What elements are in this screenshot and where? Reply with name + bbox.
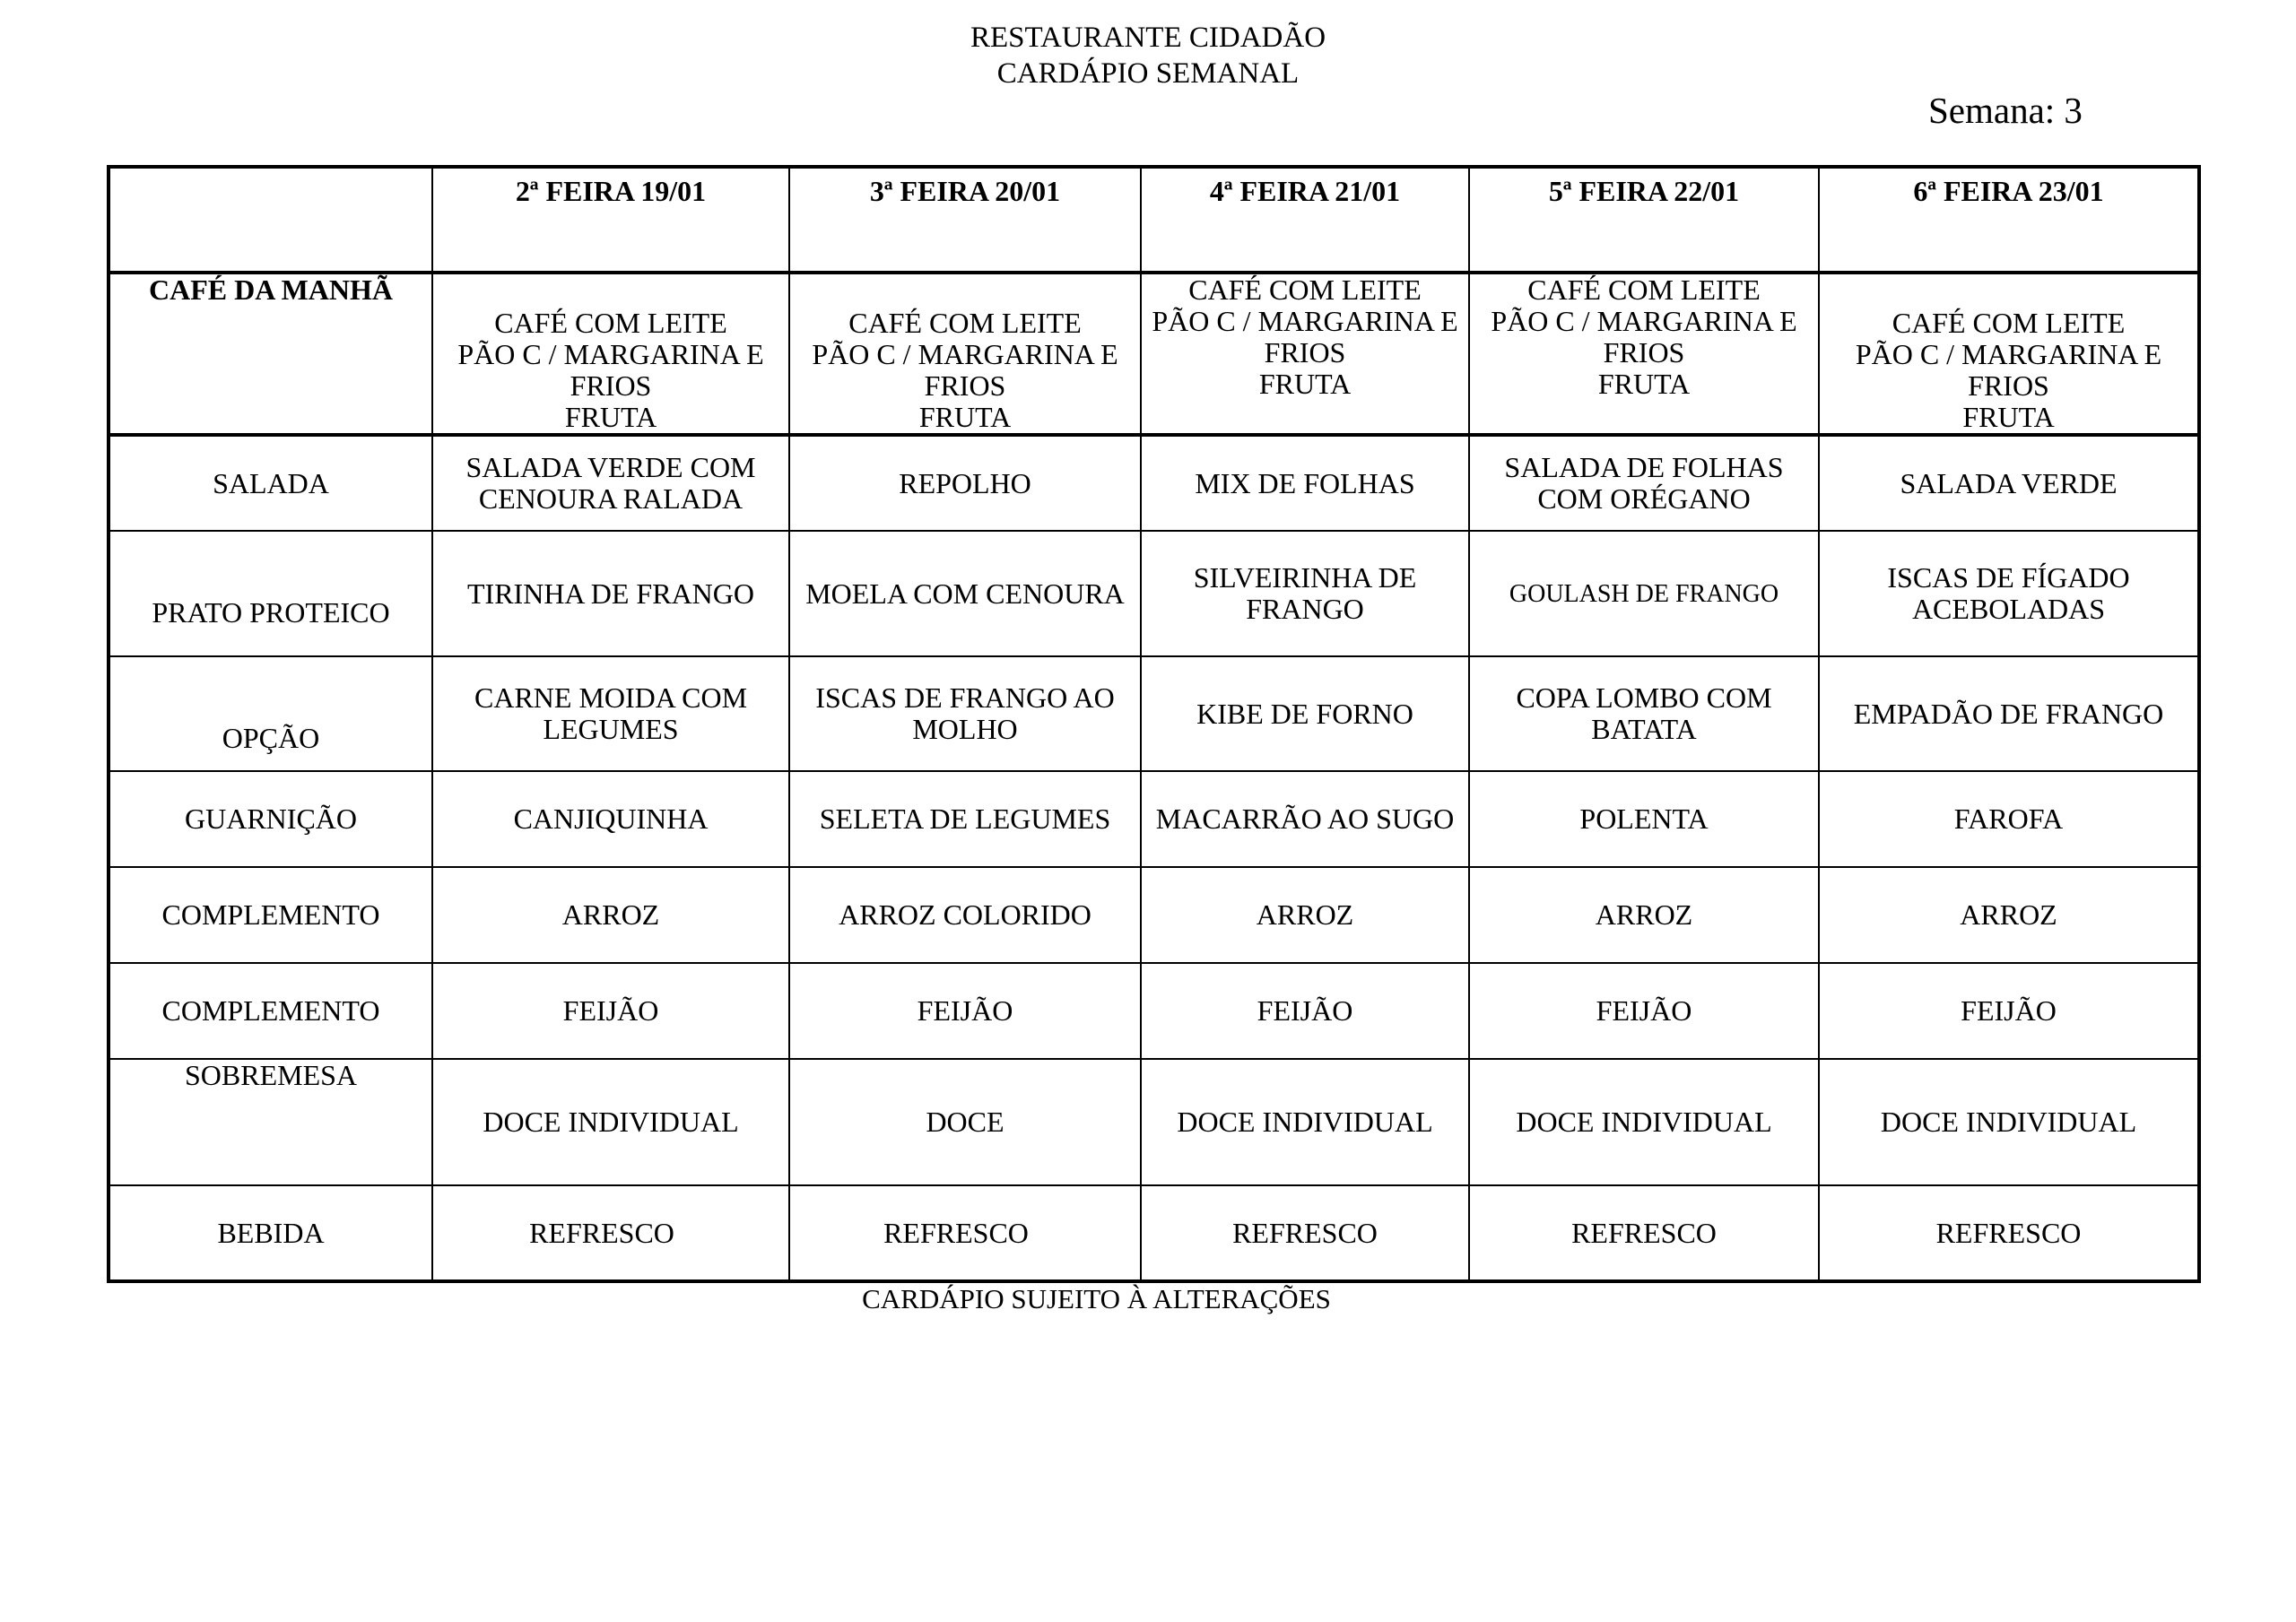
row-label: PRATO PROTEICO xyxy=(109,531,432,656)
menu-cell: REFRESCO xyxy=(789,1185,1141,1281)
menu-cell: REFRESCO xyxy=(432,1185,789,1281)
menu-cell: CARNE MOIDA COM LEGUMES xyxy=(432,656,789,771)
menu-cell: KIBE DE FORNO xyxy=(1141,656,1469,771)
row-label: SOBREMESA xyxy=(109,1059,432,1185)
menu-cell: DOCE INDIVIDUAL xyxy=(1141,1059,1469,1185)
corner-cell xyxy=(109,167,432,273)
menu-cell: FEIJÃO xyxy=(1141,963,1469,1059)
menu-cell: REFRESCO xyxy=(1469,1185,1819,1281)
menu-cell: REFRESCO xyxy=(1141,1185,1469,1281)
table-row xyxy=(109,656,2199,771)
menu-cell: FEIJÃO xyxy=(1819,963,2199,1059)
table-row xyxy=(109,531,2199,656)
table-row xyxy=(109,963,2199,1059)
table-row xyxy=(109,771,2199,867)
menu-cell: FAROFA xyxy=(1819,771,2199,867)
row-label: GUARNIÇÃO xyxy=(109,771,432,867)
day-header: 3ª FEIRA 20/01 xyxy=(789,167,1141,273)
menu-subtitle: CARDÁPIO SEMANAL xyxy=(996,57,1300,90)
menu-cell: SALADA VERDE COM CENOURA RALADA xyxy=(432,435,789,531)
row-label: CAFÉ DA MANHÃ xyxy=(109,273,432,435)
menu-cell: SALADA VERDE xyxy=(1819,435,2199,531)
footer-note: CARDÁPIO SUJEITO À ALTERAÇÕES xyxy=(862,1283,1331,1314)
menu-cell: DOCE xyxy=(789,1059,1141,1185)
menu-cell: COPA LOMBO COM BATATA xyxy=(1469,656,1819,771)
row-label: OPÇÃO xyxy=(109,656,432,771)
day-header: 4ª FEIRA 21/01 xyxy=(1141,167,1469,273)
table-row xyxy=(109,435,2199,531)
menu-cell: ARROZ xyxy=(1141,867,1469,963)
weekly-menu-table xyxy=(107,165,2201,1283)
menu-cell: ARROZ xyxy=(1819,867,2199,963)
restaurant-title: RESTAURANTE CIDADÃO xyxy=(970,22,1326,54)
table-row xyxy=(109,867,2199,963)
table-row xyxy=(109,273,2199,435)
week-number: Semana: 3 xyxy=(1928,90,2083,131)
menu-cell: MIX DE FOLHAS xyxy=(1141,435,1469,531)
day-header: 6ª FEIRA 23/01 xyxy=(1819,167,2199,273)
menu-cell: CAFÉ COM LEITE PÃO C / MARGARINA E FRIOS FRUTA xyxy=(432,273,789,435)
row-label: BEBIDA xyxy=(109,1185,432,1281)
menu-cell: ARROZ COLORIDO xyxy=(789,867,1141,963)
menu-cell: SELETA DE LEGUMES xyxy=(789,771,1141,867)
day-header: 2ª FEIRA 19/01 xyxy=(432,167,789,273)
menu-cell: POLENTA xyxy=(1469,771,1819,867)
menu-cell: REPOLHO xyxy=(789,435,1141,531)
day-header: 5ª FEIRA 22/01 xyxy=(1469,167,1819,273)
menu-cell: TIRINHA DE FRANGO xyxy=(432,531,789,656)
menu-cell: FEIJÃO xyxy=(789,963,1141,1059)
menu-cell: CANJIQUINHA xyxy=(432,771,789,867)
row-label: COMPLEMENTO xyxy=(109,963,432,1059)
menu-cell: FEIJÃO xyxy=(1469,963,1819,1059)
menu-cell: CAFÉ COM LEITE PÃO C / MARGARINA E FRIOS FRUTA xyxy=(1469,273,1819,435)
menu-cell: SILVEIRINHA DE FRANGO xyxy=(1141,531,1469,656)
row-label: COMPLEMENTO xyxy=(109,867,432,963)
menu-cell: MOELA COM CENOURA xyxy=(789,531,1141,656)
menu-cell: FEIJÃO xyxy=(432,963,789,1059)
row-label: SALADA xyxy=(109,435,432,531)
menu-cell: GOULASH DE FRANGO xyxy=(1469,531,1819,656)
menu-cell: CAFÉ COM LEITE PÃO C / MARGARINA E FRIOS FRUTA xyxy=(789,273,1141,435)
menu-cell: ISCAS DE FRANGO AO MOLHO xyxy=(789,656,1141,771)
table-row xyxy=(109,1185,2199,1281)
menu-cell: MACARRÃO AO SUGO xyxy=(1141,771,1469,867)
day-header-row xyxy=(109,167,2199,273)
menu-cell: EMPADÃO DE FRANGO xyxy=(1819,656,2199,771)
menu-cell: ARROZ xyxy=(432,867,789,963)
table-row xyxy=(109,1059,2199,1185)
menu-cell: ISCAS DE FÍGADO ACEBOLADAS xyxy=(1819,531,2199,656)
menu-cell: DOCE INDIVIDUAL xyxy=(432,1059,789,1185)
menu-cell: DOCE INDIVIDUAL xyxy=(1469,1059,1819,1185)
menu-cell: CAFÉ COM LEITE PÃO C / MARGARINA E FRIOS FRUTA xyxy=(1141,273,1469,435)
menu-cell: SALADA DE FOLHAS COM ORÉGANO xyxy=(1469,435,1819,531)
menu-cell: DOCE INDIVIDUAL xyxy=(1819,1059,2199,1185)
menu-cell: ARROZ xyxy=(1469,867,1819,963)
menu-cell: CAFÉ COM LEITE PÃO C / MARGARINA E FRIOS FRUTA xyxy=(1819,273,2199,435)
menu-cell: REFRESCO xyxy=(1819,1185,2199,1281)
